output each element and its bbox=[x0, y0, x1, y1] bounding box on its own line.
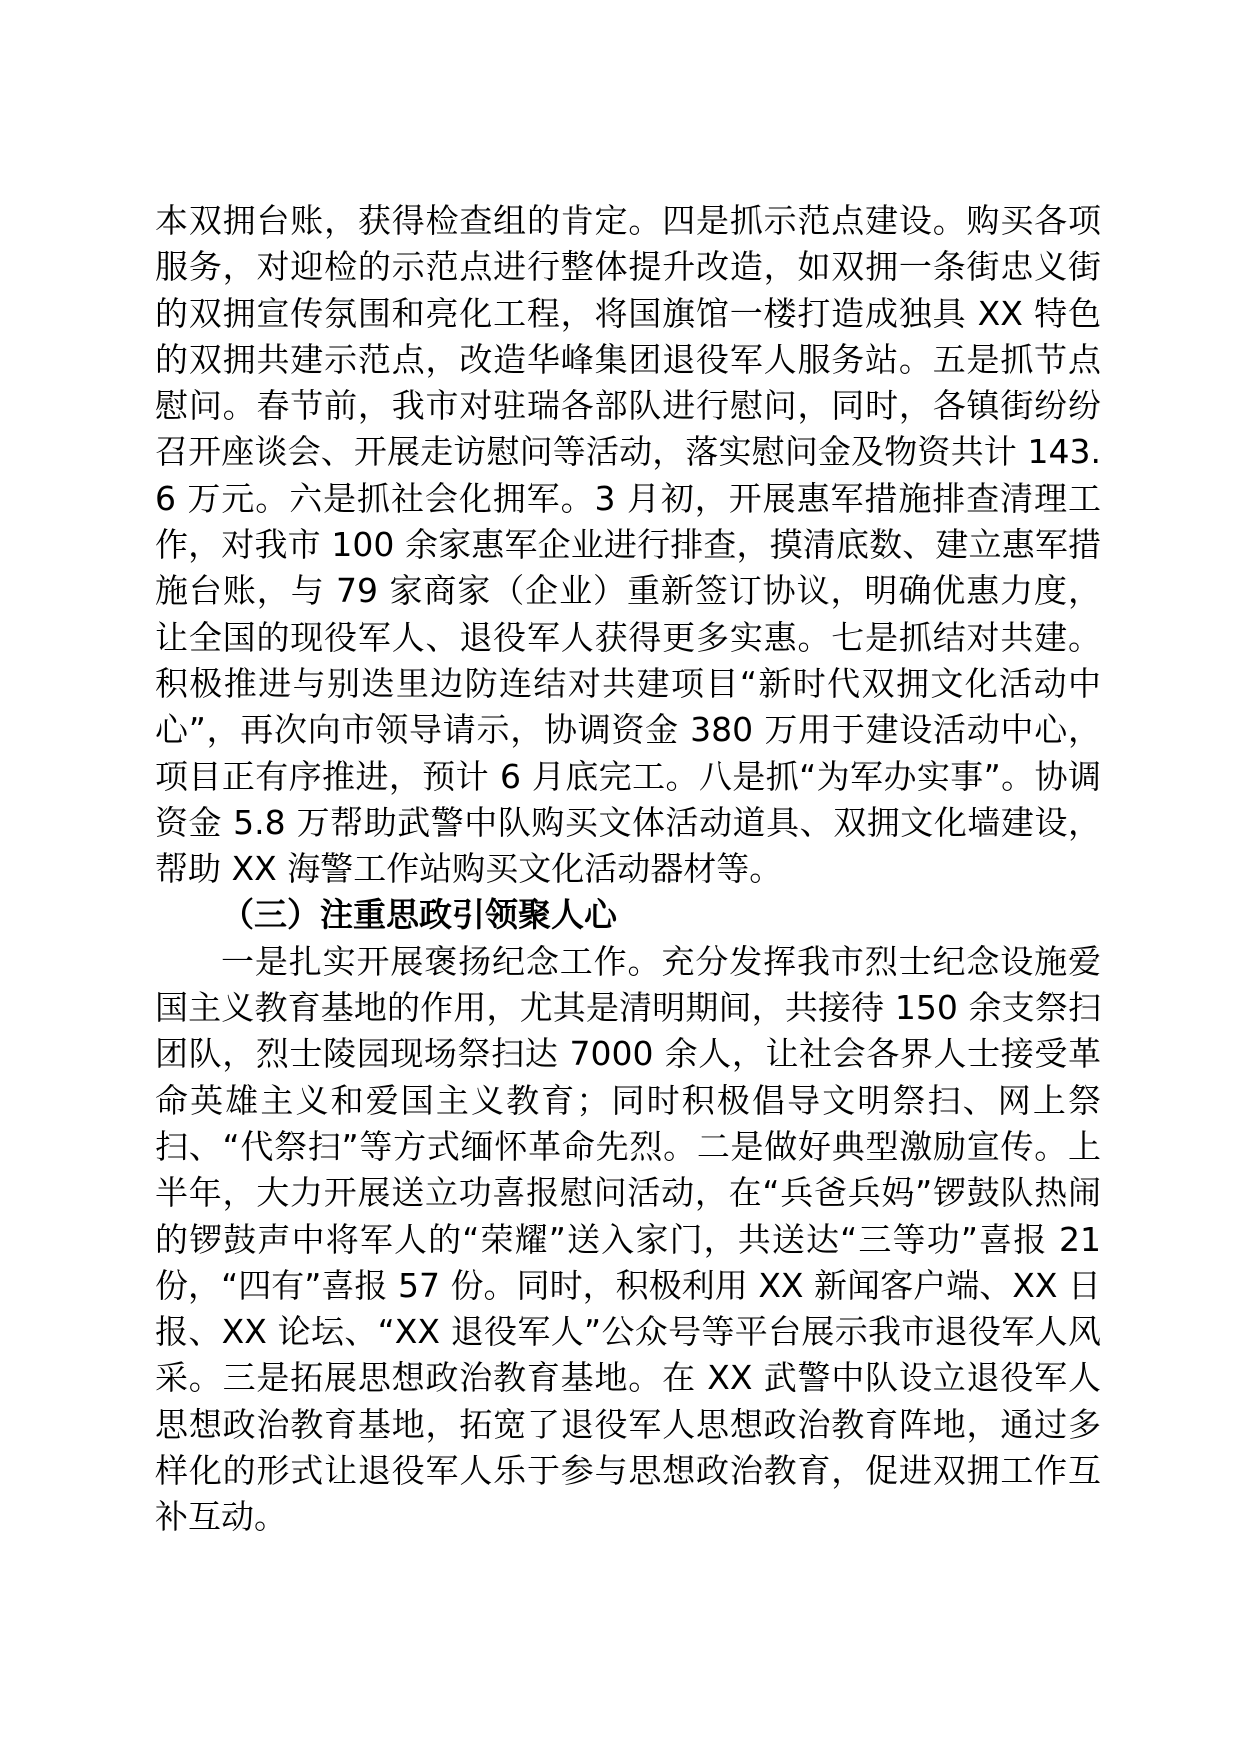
body-paragraph-continued: 本双拥台账，获得检查组的肯定。四是抓示范点建设。购买各项服务，对迎检的示范点进行整体提升改造，如双拥一条街忠义街的双拥宣传氛围和亮化工程，将国旗馆一楼打造成独具 XX 特色的双拥共建示范点，改造华峰集团退役军人服务站。五是抓节点慰问。春节前，我市对驻瑞各部队进行慰问，同时，各镇街纷纷召开座谈会、开展走访慰问等活动，落实慰问金及物资共计 143.6 万元。六是抓社会化拥军。3 月初，开展惠军措施排查清理工作，对我市 100 余家惠军企业进行排查，摸清底数、建立惠军措施台账，与 79 家商家（企业）重新签订协议，明确优惠力度，让全国的现役军人、退役军人获得更多实惠。七是抓结对共建。积极推进与别迭里边防连结对共建项目“新时代双拥文化活动中心”，再次向市领导请示，协调资金 380 万用于建设活动中心，项目正有序推进，预计 6 月底完工。八是抓“为军办实事”。协调资金 5.8 万帮助武警中队购买文体活动道具、双拥文化墙建设，帮助 XX 海警工作站购买文化活动器材等。 bbox=[155, 201, 1101, 889]
section-heading: （三）注重思政引领聚人心 bbox=[221, 895, 617, 935]
body-paragraph-section: 一是扎实开展褒扬纪念工作。充分发挥我市烈士纪念设施爱国主义教育基地的作用，尤其是清明期间，共接待 150 余支祭扫团队，烈士陵园现场祭扫达 7000 余人，让社会各界人士接受革命英雄主义和爱国主义教育；同时积极倡导文明祭扫、网上祭扫、“代祭扫”等方式缅怀革命先烈。二是做好典型激励宣传。上半年，大力开展送立功喜报慰问活动，在“兵爸兵妈”锣鼓队热闹的锣鼓声中将军人的“荣耀”送入家门，共送达“三等功”喜报 21 份，“四有”喜报 57 份。同时，积极利用 XX 新闻客户端、XX 日报、XX 论坛、“XX 退役军人”公众号等平台展示我市退役军人风采。三是拓展思想政治教育基地。在 XX 武警中队设立退役军人思想政治教育基地，拓宽了退役军人思想政治教育阵地，通过多样化的形式让退役军人乐于参与思想政治教育，促进双拥工作互补互动。 bbox=[155, 941, 1101, 1537]
document-body bbox=[155, 198, 1101, 1541]
